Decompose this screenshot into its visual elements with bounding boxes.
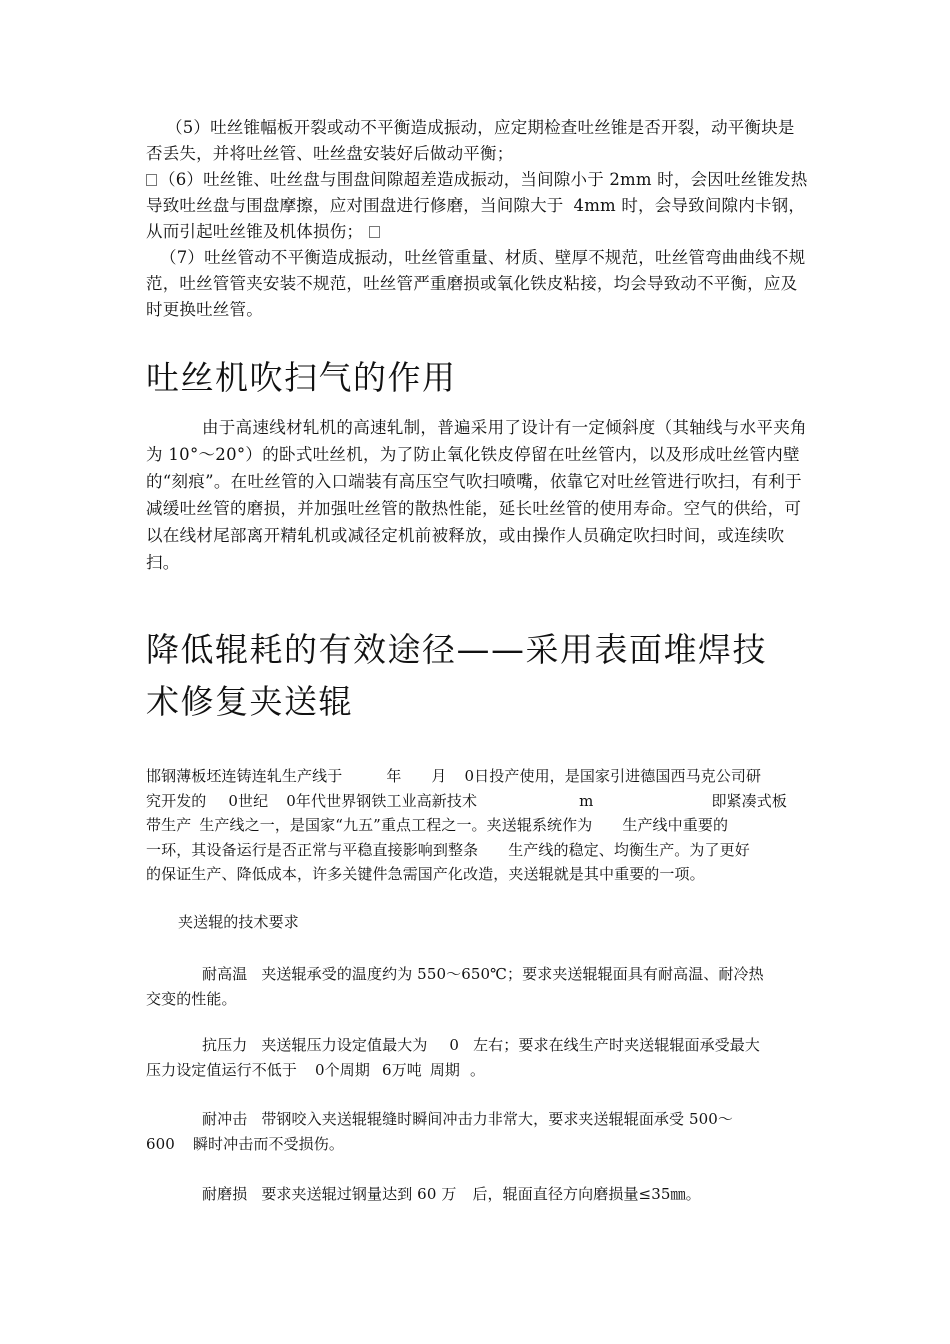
requirement-text: 交变的性能。 — [146, 989, 237, 1008]
intro-line-3 — [146, 813, 808, 838]
intro-line-2 — [146, 789, 808, 814]
intro-text: m — [579, 791, 594, 810]
requirement-text: 后，辊面直径方向磨损量≤35㎜。 — [472, 1185, 701, 1203]
item-6-text-a: （6）吐丝锥、吐丝盘与围盘间隙超差造成振动，当间隙小于 2mm 时，会因吐丝锥发热导致吐丝盘与围盘摩擦，应对围盘进行修磨，当间隙大于 — [146, 170, 808, 215]
pinch-roll-intro — [146, 764, 808, 887]
requirement-text: 瞬时冲击而不受损伤。 — [192, 1134, 344, 1153]
blow-air-paragraph — [146, 414, 808, 576]
requirement-text: 600 — [146, 1134, 175, 1153]
intro-line-4 — [146, 838, 808, 863]
item-6-paragraph — [146, 167, 808, 245]
intro-text: 年 — [386, 767, 402, 785]
requirement-text: 夹送辊压力设定值最大为 — [261, 1036, 428, 1054]
item-7-paragraph — [146, 245, 808, 323]
intro-text: 邯钢薄板坯连铸连轧生产线于 — [146, 767, 343, 785]
intro-text: 带生产 — [146, 816, 192, 834]
intro-text: 0年代世界钢铁工业高新技术 — [286, 791, 478, 810]
requirement-text: 左右；要求在线生产时夹送辊辊面承受最大 — [473, 1036, 760, 1054]
intro-line-1 — [146, 764, 808, 789]
intro-text: 月 — [431, 767, 447, 785]
item-5-paragraph — [146, 115, 808, 167]
requirement-text: 压力设定值运行不低于 — [146, 1060, 298, 1079]
requirement-text: 0 — [449, 1036, 460, 1054]
requirement-label: 耐磨损 — [202, 1185, 248, 1203]
requirement-text: 要求夹送辊过钢量达到 60 万 — [261, 1185, 457, 1203]
intro-text: 即紧凑式板 — [711, 791, 787, 810]
requirement-impact — [146, 1107, 808, 1156]
intro-text: 生产线中重要的 — [622, 816, 729, 834]
intro-text: 的保证生产、降低成本，许多关键件急需国产化改造，夹送辊就是其中重要的一项。 — [146, 865, 705, 883]
requirement-text: 6万吨 — [381, 1060, 422, 1079]
requirement-heat — [146, 962, 808, 1011]
requirement-label: 耐冲击 — [202, 1110, 248, 1128]
tech-requirements-subheading — [146, 910, 808, 935]
requirement-label: 耐高温 — [202, 965, 248, 983]
heading-pinch-roll-line1: 降低辊耗的有效途径——采用表面堆焊技 — [146, 630, 767, 669]
heading-pinch-roll-line2: 术修复夹送辊 — [146, 682, 353, 721]
intro-text: 一环，其设备运行是否正常与平稳直接影响到整条 — [146, 840, 479, 859]
missing-glyph-box-icon — [369, 226, 380, 238]
blow-air-text: 由于高速线材轧机的高速轧制，普遍采用了设计有一定倾斜度（其轴线与水平夹角为 10°～20°）的卧式吐丝机，为了防止氧化铁皮停留在吐丝管内，以及形成吐丝管内壁的“刻痕”。在吐丝管的入口端装有高压空气吹扫喷嘴，依靠它对吐丝管进行吹扫，有利于减缓吐丝管的磨损，并加强吐丝管的散热性能，延长吐丝管的使用寿命。空气的供给，可以在线材尾部离开精轧机或减径定机前被释放，或由操作人员确定吹扫时间，或连续吹扫。 — [146, 418, 807, 572]
heading-pinch-roll — [146, 624, 808, 728]
intro-line-5 — [146, 862, 808, 887]
requirement-label: 抗压力 — [202, 1036, 248, 1054]
requirement-pressure — [146, 1033, 808, 1082]
intro-text: 究开发的 — [146, 791, 207, 810]
intro-text: 0日投产使用，是国家引进德国西马克公司研 — [464, 767, 762, 785]
item-5-text: （5）吐丝锥幅板开裂或动不平衡造成振动，应定期检查吐丝锥是否开裂，动平衡块是否丢失，并将吐丝管、吐丝盘安装好后做动平衡； — [146, 118, 795, 163]
requirement-text: 夹送辊承受的温度约为 550～650℃；要求夹送辊辊面具有耐高温、耐冷热 — [261, 965, 764, 983]
missing-glyph-box-icon — [146, 174, 157, 186]
subheading-text: 夹送辊的技术要求 — [178, 913, 299, 931]
intro-text: 生产线的稳定、均衡生产。为了更好 — [508, 840, 750, 859]
item-7-text: （7）吐丝管动不平衡造成振动，吐丝管重量、材质、壁厚不规范，吐丝管弯曲曲线不规范，吐丝管管夹安装不规范，吐丝管严重磨损或氧化铁皮粘接，均会导致动不平衡，应及时更换吐丝管。 — [146, 248, 806, 319]
requirement-wear — [146, 1182, 808, 1207]
item-6-text-b: 4mm 时，会导致间隙内卡钢，从而引起吐丝锥及机体损伤； — [146, 196, 806, 241]
requirement-text: 0个周期 — [315, 1060, 370, 1079]
requirement-text: 周期 — [429, 1060, 461, 1079]
requirement-text: 带钢咬入夹送辊辊缝时瞬间冲击力非常大，要求夹送辊辊面承受 500～ — [261, 1110, 734, 1128]
requirement-text: 。 — [470, 1060, 486, 1079]
intro-text: 生产线之一，是国家“九五”重点工程之一。夹送辊系统作为 — [199, 816, 593, 834]
intro-text: 0世纪 — [228, 791, 269, 810]
heading-blow-air: 吐丝机吹扫气的作用 — [146, 358, 457, 397]
